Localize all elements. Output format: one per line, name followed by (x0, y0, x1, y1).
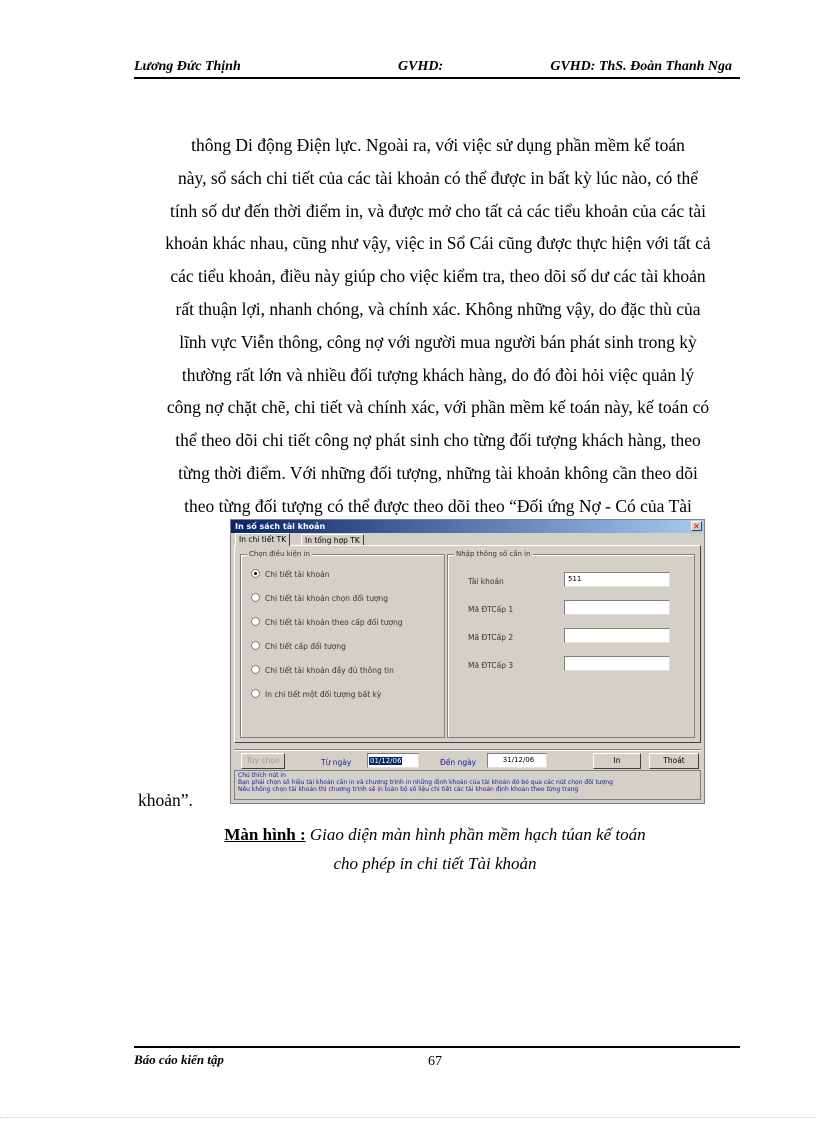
field-label-level3: Mã ĐTCấp 3 (468, 661, 514, 670)
caption-label: Màn hình : (224, 825, 306, 844)
group-right-label: Nhập thông số cần in (456, 550, 531, 558)
body-line: theo từng đối tượng có thể được theo dõi theo “Đối ứng Nợ - Có của Tài (184, 495, 692, 516)
radio-selected-icon (251, 569, 260, 578)
footer-label: Báo cáo kiến tập (134, 1052, 224, 1067)
body-line: lĩnh vực Viễn thông, công nợ với người mua người bán phát sinh trong kỳ (179, 331, 697, 352)
header-rule (134, 77, 740, 79)
page-edge (0, 1117, 816, 1118)
field-label-account: Tài khoản (468, 577, 504, 586)
option-account-by-level[interactable]: Chi tiết tài khoản theo cấp đối tượng (251, 617, 403, 627)
page-number: 67 (428, 1054, 442, 1069)
tab-detail[interactable]: In chi tiết TK (235, 533, 290, 546)
header-author: Lương Đức Thịnh (134, 59, 241, 74)
to-date-input[interactable]: 31/12/06 (487, 753, 547, 768)
body-line: các tiểu khoản, điều này giúp cho việc kiểm tra, theo dõi số dư các tài khoản (170, 266, 706, 287)
option-full-info[interactable]: Chi tiết tài khoản đầy đủ thông tin (251, 665, 394, 675)
to-date-label: Đến ngày (440, 758, 477, 767)
radio-icon (251, 641, 260, 650)
level1-input[interactable] (564, 600, 670, 615)
print-note (234, 770, 701, 800)
divider (234, 749, 701, 751)
field-label-level2: Mã ĐTCấp 2 (468, 633, 514, 642)
group-left-label: Chọn điều kiện in (249, 550, 310, 558)
group-print-conditions (240, 550, 445, 738)
body-paragraph (120, 129, 756, 523)
option-account-detail[interactable]: Chi tiết tài khoản (251, 569, 329, 579)
header-advisor: GVHD: ThS. Đoàn Thanh Nga (550, 59, 732, 74)
print-ledger-dialog (230, 519, 705, 804)
level3-input[interactable] (564, 656, 670, 671)
from-date-input[interactable]: 01/12/06 (367, 753, 419, 768)
body-line: thường rất lớn và nhiều đối tượng khách hàng, do đó đòi hỏi việc quản lý (181, 364, 695, 385)
option-single-object[interactable]: In chi tiết một đối tượng bất kỳ (251, 689, 381, 699)
close-icon[interactable]: ✕ (691, 521, 702, 531)
tab-panel (234, 545, 701, 743)
header-mid: GVHD: (398, 59, 444, 74)
radio-icon (251, 593, 260, 602)
body-line: khoản khác nhau, cũng như vậy, việc in Sổ Cái cũng được thực hiện với tất cả (165, 233, 711, 254)
note-title: Chú thích nút in (238, 772, 286, 779)
radio-icon (251, 689, 260, 698)
option-account-by-object[interactable]: Chi tiết tài khoản chọn đối tượng (251, 593, 388, 603)
figure-caption (150, 820, 720, 878)
caption-line1: Giao diện màn hình phần mềm hạch túan kế toán (305, 825, 646, 844)
print-button[interactable]: In (593, 753, 641, 769)
exit-button[interactable]: Thoát (649, 753, 699, 769)
options-button[interactable]: Tùy chọn (241, 753, 285, 769)
tab-summary[interactable]: In tổng hợp TK (301, 534, 364, 546)
body-line: từng thời điểm. Với những đối tượng, những tài khoản không cần theo dõi (178, 462, 698, 483)
body-line: thông Di động Điện lực. Ngoài ra, với việc sử dụng phần mềm kế toán (191, 135, 685, 155)
radio-icon (251, 617, 260, 626)
dialog-title: In số sách tài khoản (231, 520, 704, 533)
page-header (134, 57, 740, 79)
note-line: Bạn phải chọn số hiệu tài khoản cần in và chương trình in những định khoản của tài khoản đó bỏ qua các nút chọn đối tượng (238, 779, 613, 786)
level2-input[interactable] (564, 628, 670, 643)
note-line: Nếu không chọn tài khoản thì chương trình sẽ in toàn bộ số liệu chi tiết các tài khoản định khoản theo từng trang (238, 786, 579, 793)
footer-rule (134, 1046, 740, 1048)
body-line: tính số dư đến thời điểm in, và được mở cho tất cả các tiểu khoản của các tài (169, 200, 707, 221)
body-line: thể theo dõi chi tiết công nợ phát sinh cho từng đối tượng khách hàng, theo (175, 430, 701, 451)
from-date-label: Từ ngày (321, 758, 352, 767)
body-line: rất thuận lợi, nhanh chóng, và chính xác. Không những vậy, do đặc thù của (175, 298, 701, 319)
radio-icon (251, 665, 260, 674)
account-input[interactable]: 511 (564, 572, 670, 587)
body-line: này, sổ sách chi tiết của các tài khoản có thể được in bất kỳ lúc nào, có thể (177, 167, 699, 188)
body-line: công nợ chặt chẽ, chi tiết và chính xác, với phần mềm kế toán này, kế toán có (166, 397, 710, 418)
group-print-params (447, 550, 695, 738)
option-object-level[interactable]: Chi tiết cấp đối tượng (251, 641, 346, 651)
body-trail: khoản”. (138, 790, 193, 810)
field-label-level1: Mã ĐTCấp 1 (468, 605, 514, 614)
caption-line2: cho phép in chi tiết Tài khoản (333, 854, 537, 873)
